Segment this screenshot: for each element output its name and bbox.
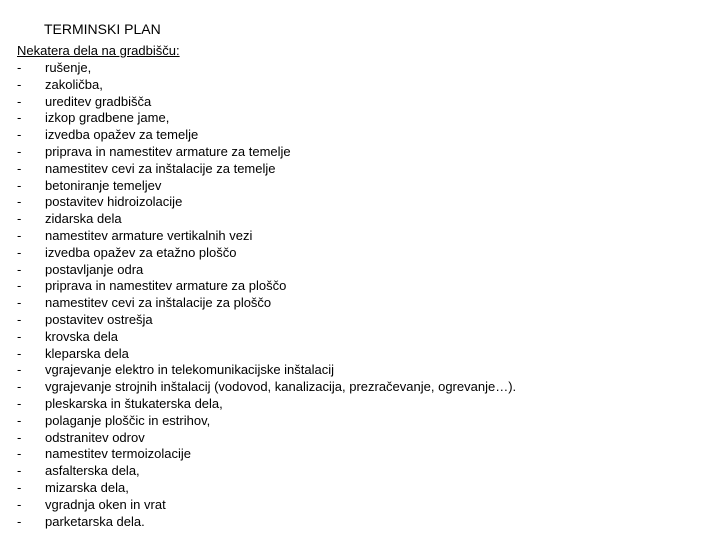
list-item-text: namestitev cevi za inštalacije za ploščo [45,295,272,311]
list-dash: - [17,160,22,176]
list-item-text: vgrajevanje strojnih inštalacij (vodovod, kanalizacija, prezračevanje, ogrevanje…). [45,379,517,395]
list-dash: - [17,211,22,227]
list-dash: - [17,345,22,361]
list-item-text: pleskarska in štukaterska dela, [45,395,223,411]
list-dash: - [17,227,22,243]
list-dash: - [17,479,22,495]
list-dash: - [17,463,22,479]
list-item-text: betoniranje temeljev [45,177,162,193]
list-item-text: asfalterska dela, [45,463,140,479]
list-item-text: odstranitev odrov [45,429,145,445]
list-item-text: zakoličba, [45,76,103,92]
list-dash: - [17,194,22,210]
list-dash: - [17,244,22,260]
list-dash: - [17,513,22,529]
list-dash: - [17,295,22,311]
list-item-text: namestitev termoizolacije [45,446,191,462]
list-dash: - [17,110,22,126]
list-item-text: kleparska dela [45,345,129,361]
list-item-text: postavitev ostrešja [45,311,153,327]
list-dash: - [17,395,22,411]
list-item-text: ureditev gradbišča [45,93,152,109]
list-dash: - [17,278,22,294]
list-item-text: postavitev hidroizolacije [45,194,183,210]
list-item-text: mizarska dela, [45,479,129,495]
list-item-text: rušenje, [45,60,92,75]
list-dash: - [17,311,22,327]
list-dash: - [17,429,22,445]
list-dash: - [17,177,22,193]
list-dash: - [17,261,22,277]
list-item-text: priprava in namestitev armature za ploščo [45,278,287,294]
list-item-text: vgradnja oken in vrat [45,496,166,512]
list-item-text: namestitev cevi za inštalacije za temelje [45,160,276,176]
list-item-text: namestitev armature vertikalnih vezi [45,227,253,243]
list-dash: - [17,412,22,428]
list-item-text: priprava in namestitev armature za temelje [45,143,291,159]
list-item-text: vgrajevanje elektro in telekomunikacijske inštalacij [45,362,335,378]
list-dash: - [17,93,22,109]
list-item-text: izkop gradbene jame, [45,110,170,126]
list-item-text: izvedba opažev za etažno ploščo [45,244,237,260]
list-dash: - [17,127,22,143]
list-item-text: zidarska dela [45,211,122,227]
list-dash: - [17,143,22,159]
list-item-text: polaganje ploščic in estrihov, [45,412,211,428]
list-item-text: krovska dela [45,328,118,344]
list-item-text: izvedba opažev za temelje [45,127,199,143]
list-dash: - [17,362,22,378]
list-dash: - [17,76,22,92]
list-dash: - [17,379,22,395]
list-dash: - [17,60,22,75]
list-dash: - [17,446,22,462]
list-item-text: postavljanje odra [45,261,144,277]
intro-heading: Nekatera dela na gradbišču: [17,43,180,58]
list-item-text: parketarska dela. [45,513,145,529]
list-dash: - [17,328,22,344]
document-title: TERMINSKI PLAN [44,21,161,37]
list-dash: - [17,496,22,512]
